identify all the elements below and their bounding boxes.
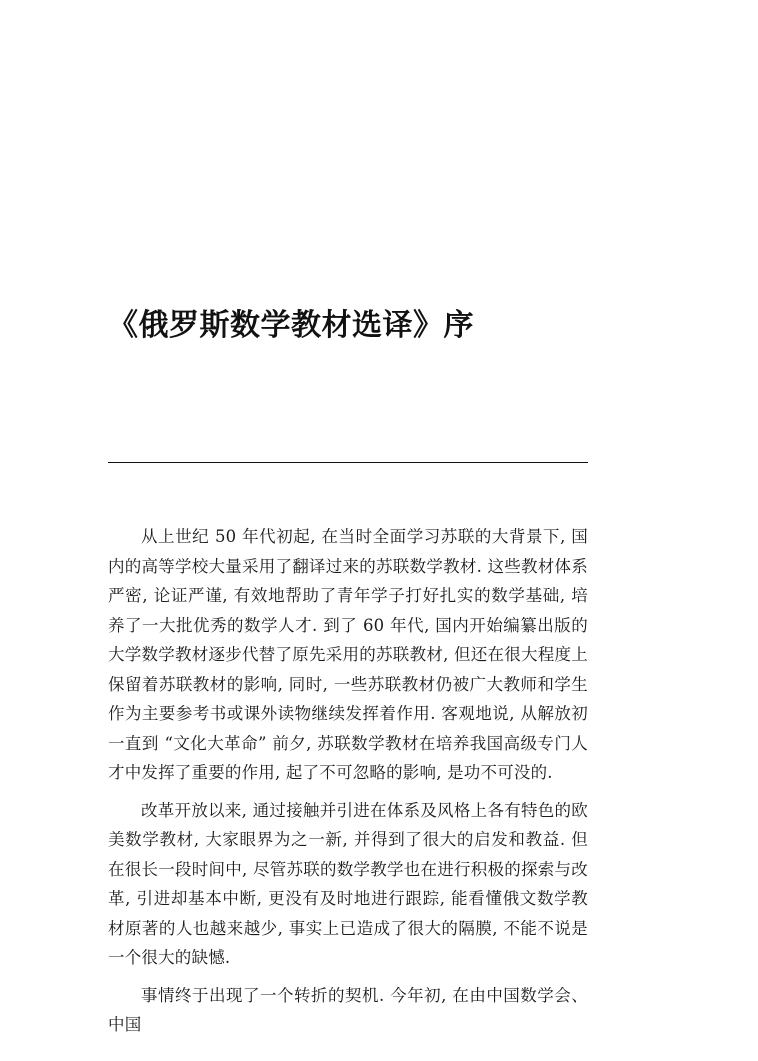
page-title: 《俄罗斯数学教材选译》序 <box>108 308 474 344</box>
paragraph-2: 改革开放以来, 通过接触并引进在体系及风格上各有特色的欧美数学教材, 大家眼界为之一新, 并得到了很大的启发和教益. 但在很长一段时间中, 尽管苏联的数学教学也在进行积极的探索与改革, 引进却基本中断, 更没有及时地进行跟踪, 能看懂俄文数学教材原著的人也越来越少, 事实上已造成了很大的隔膜, 不能不说是一个很大的缺憾. <box>108 800 588 967</box>
paragraph-3: 事情终于出现了一个转折的契机. 今年初, 在由中国数学会、中国 <box>108 985 588 1034</box>
paragraph-1: 从上世纪 50 年代初起, 在当时全面学习苏联的大背景下, 国内的高等学校大量采用了翻译过来的苏联数学教材. 这些教材体系严密, 论证严谨, 有效地帮助了青年学子打好扎实的数学基础, 培养了一大批优秀的数学人才. 到了 60 年代, 国内开始编纂出版的大学数学教材逐步代替了原先采用的苏联教材, 但还在很大程度上保留着苏联教材的影响, 同时, 一些苏联教材仍被广大教师和学生作为主要参考书或课外读物继续发挥着作用. 客观地说, 从解放初一直到 “文化大革命” 前夕, 苏联数学教材在培养我国高级专门人才中发挥了重要的作用, 起了不可忽略的影响, 是功不可没的. <box>108 527 588 782</box>
body-text <box>108 522 588 1048</box>
title-divider <box>108 462 588 463</box>
